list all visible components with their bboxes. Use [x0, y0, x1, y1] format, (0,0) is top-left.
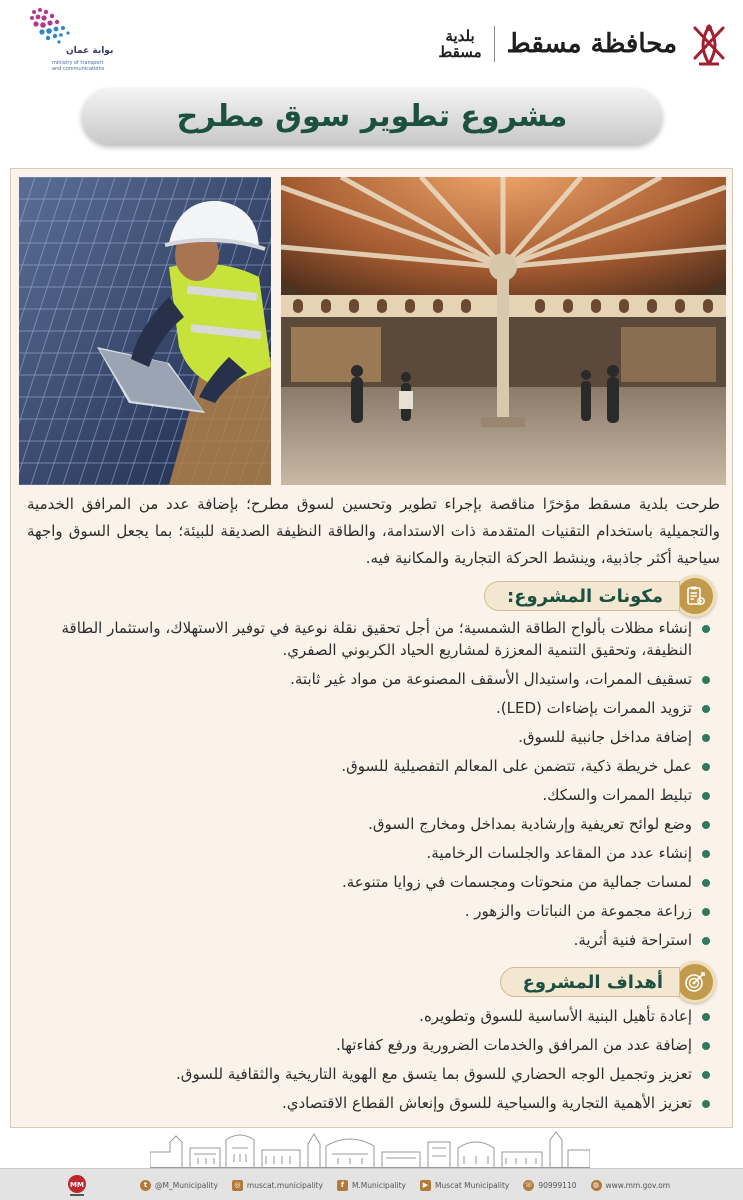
- municipality-line-2: مسقط: [438, 43, 482, 61]
- governorate-name: محافظة مسقط: [506, 29, 677, 59]
- portal-dots-icon: [26, 6, 76, 48]
- facebook-link[interactable]: [337, 1180, 406, 1191]
- youtube-handle: Muscat Municipality: [434, 1180, 510, 1190]
- list-item: استراحة فنية أثرية.: [22, 929, 712, 951]
- list-item: عمل خريطة ذكية، تتضمن على المعالم التفصيلية للسوق.: [22, 755, 712, 777]
- instagram-link[interactable]: [232, 1180, 323, 1191]
- title-banner: [82, 88, 662, 144]
- list-item: تزويد الممرات بإضاءات (LED).: [22, 697, 712, 719]
- muttrah-souq-photo: [281, 177, 726, 485]
- checklist-icon: [674, 575, 716, 617]
- website-link[interactable]: [591, 1180, 671, 1191]
- solar-panel-photo: [19, 177, 271, 485]
- municipality-logo: [438, 28, 481, 60]
- list-item: وضع لوائح تعريفية وإرشادية بمداخل ومخارج السوق.: [22, 813, 712, 835]
- components-title: مكونات المشروع:: [507, 585, 663, 607]
- muscat-skyline-icon: [150, 1128, 590, 1168]
- governorate-logo: [438, 14, 731, 74]
- twitter-link[interactable]: [140, 1180, 218, 1191]
- footer-logo-text: MM: [70, 1181, 84, 1189]
- components-heading: [484, 575, 716, 617]
- list-item: لمسات جمالية من منحوتات ومجسمات في زوايا متنوعة.: [22, 871, 712, 893]
- dartboard-icon: [683, 970, 707, 994]
- goals-label-box: [500, 967, 680, 997]
- list-item: تعزيز الأهمية التجارية والسياحية للسوق وإنعاش القطاع الاقتصادي.: [22, 1092, 712, 1114]
- portal-sub-text: ministry of transport and communications: [52, 60, 105, 72]
- list-item: زراعة مجموعة من النباتات والزهور .: [22, 900, 712, 922]
- list-item: تعزيز وتجميل الوجه الحضاري للسوق بما يتسق مع الهوية التاريخية والثقافية للسوق.: [22, 1063, 712, 1085]
- page-title: مشروع تطوير سوق مطرح: [176, 98, 568, 134]
- goals-list: [22, 1005, 712, 1121]
- list-item: إضافة مداخل جانبية للسوق.: [22, 726, 712, 748]
- youtube-link[interactable]: [420, 1180, 509, 1191]
- clipboard-target-icon: [683, 584, 707, 608]
- target-icon: [674, 961, 716, 1003]
- globe-icon: ◍: [591, 1180, 602, 1191]
- facebook-icon: f: [337, 1180, 348, 1191]
- facebook-handle: M.Municipality: [351, 1180, 406, 1190]
- components-list: [22, 617, 712, 958]
- header-divider: [494, 26, 495, 62]
- content-card: [10, 168, 733, 1128]
- whatsapp-link[interactable]: [523, 1180, 576, 1191]
- page-header: [0, 0, 743, 82]
- goals-heading: [500, 961, 716, 1003]
- municipality-line-1: بلدية: [445, 27, 475, 45]
- oman-portal-logo: [22, 6, 114, 72]
- instagram-handle: muscat.municipality: [246, 1180, 323, 1190]
- website-url: www.mm.gov.om: [605, 1180, 671, 1190]
- phone-number: 90999110: [538, 1180, 577, 1190]
- list-item: إعادة تأهيل البنية الأساسية للسوق وتطويره.: [22, 1005, 712, 1027]
- municipality-footer-logo: [64, 1173, 90, 1197]
- goals-title: أهداف المشروع: [522, 971, 663, 993]
- whatsapp-icon: ☏: [524, 1181, 534, 1189]
- footer-bar: [0, 1168, 743, 1200]
- twitter-handle: @M_Municipality: [155, 1180, 218, 1190]
- list-item: تسقيف الممرات، واستبدال الأسقف المصنوعة من مواد غير ثابتة.: [22, 668, 712, 690]
- instagram-icon: ◎: [232, 1180, 243, 1191]
- portal-brand-text: بوابة عمان: [66, 46, 114, 56]
- list-item: تبليط الممرات والسكك.: [22, 784, 712, 806]
- social-links: [140, 1169, 670, 1200]
- souq-dome-illustration: [281, 177, 726, 485]
- list-item: إنشاء عدد من المقاعد والجلسات الرخامية.: [22, 842, 712, 864]
- solar-engineer-illustration: [19, 177, 271, 485]
- oman-emblem-icon: [687, 20, 731, 68]
- list-item: إنشاء مظلات بألواح الطاقة الشمسية؛ من أجل تحقيق نقلة نوعية في توفير الاستهلاك، واستثمار الطاقة النظيفة، وتحقيق التنمية المعززة لمشاريع الحياد الكربوني الصفري.: [22, 617, 712, 661]
- youtube-icon: ▶: [420, 1180, 431, 1191]
- components-label-box: [484, 581, 680, 611]
- twitter-icon: t: [140, 1180, 151, 1191]
- list-item: إضافة عدد من المرافق والخدمات الضرورية ورفع كفاءتها.: [22, 1034, 712, 1056]
- intro-paragraph: طرحت بلدية مسقط مؤخرًا مناقصة بإجراء تطوير وتحسين لسوق مطرح؛ بإضافة عدد من المرافق الخدمية والتجميلية باستخدام التقنيات المتقدمة ذات الاستدامة، والطاقة النظيفة الصديقة للبيئة؛ بما يجعل السوق واجهة سياحية أكثر جاذبية، وينشط الحركة التجارية والمكانية فيه.: [27, 495, 720, 567]
